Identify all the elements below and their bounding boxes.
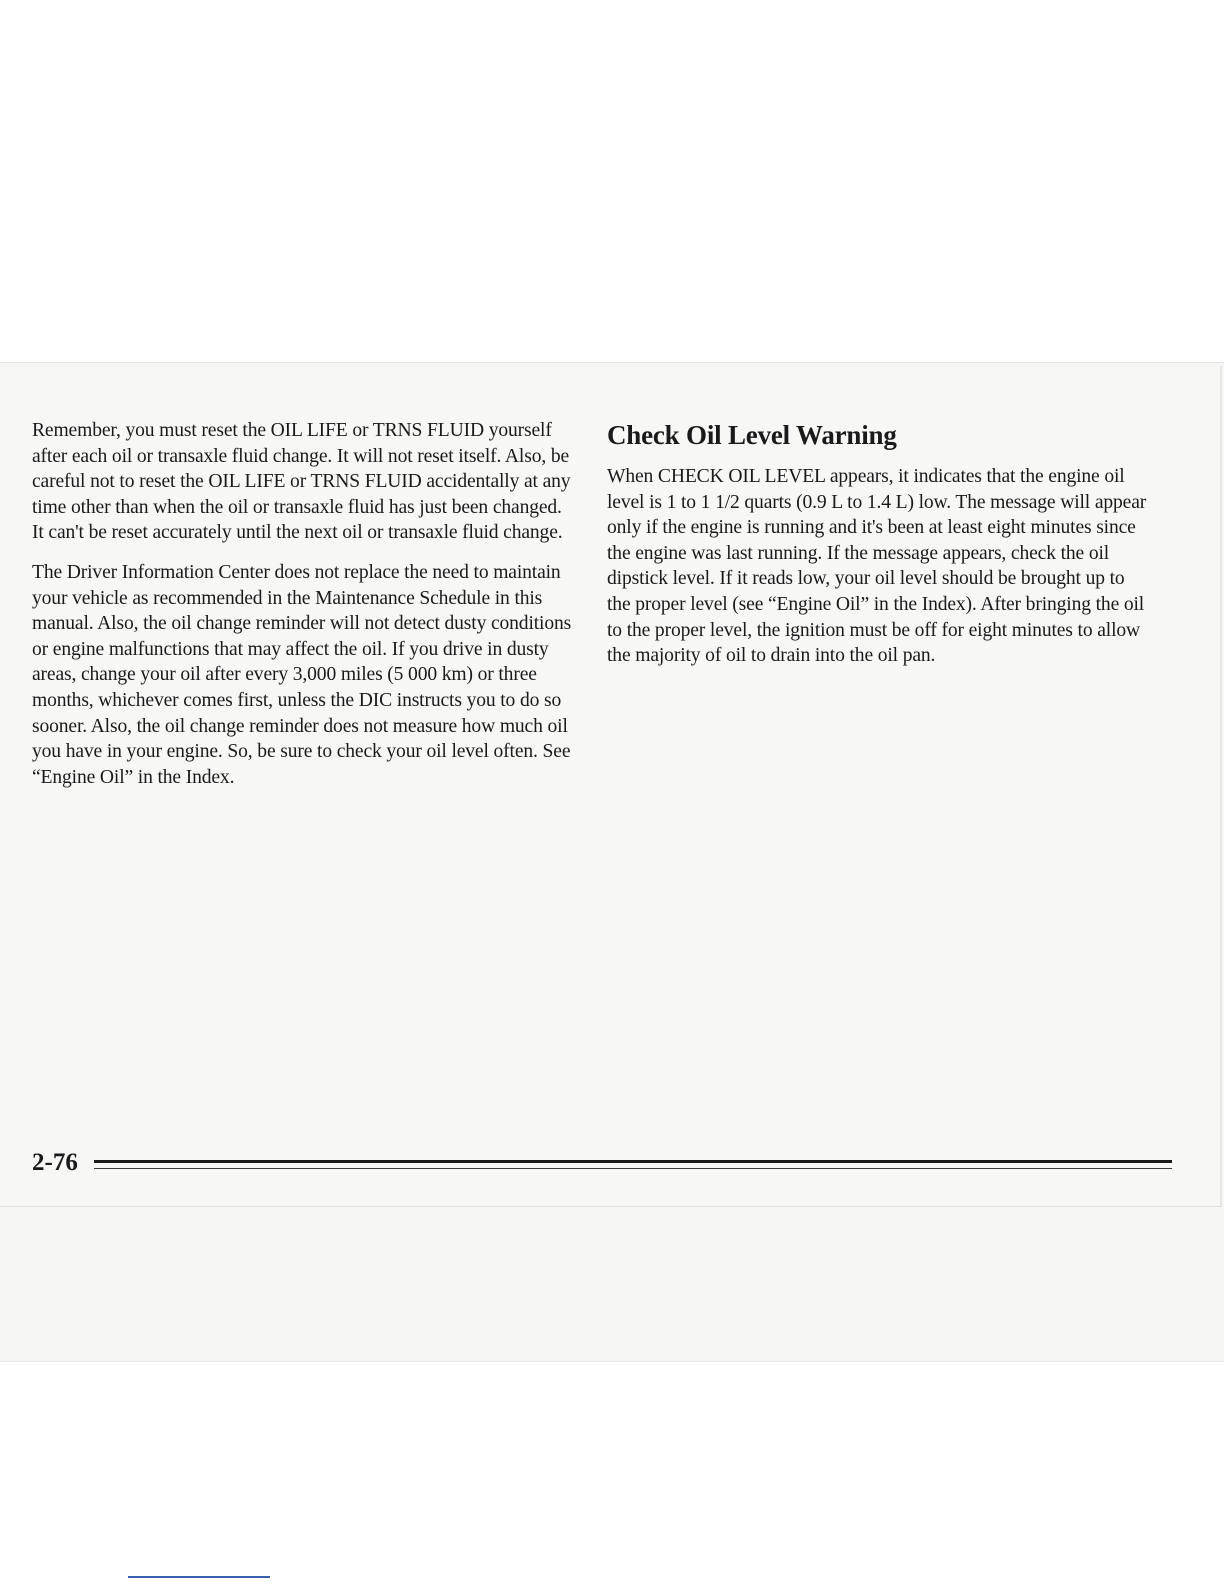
bottom-divider-line: [128, 1576, 270, 1578]
page-footer: [32, 1148, 1142, 1182]
check-oil-paragraph: When CHECK OIL LEVEL appears, it indicates that the engine oil level is 1 to 1 1/2 quarts (0.9 L to 1.4 L) low. The message will appear only if the engine is running and it's been at least eight minutes since the engine was last running. If the message appears, check the oil dipstick level. If it reads low, your oil level should be brought up to the proper level (see “Engine Oil” in the Index). After bringing the oil to the proper level, the ignition must be off for eight minutes to allow the majority of oil to drain into the oil pan.: [607, 466, 1147, 667]
page-number: 2-76: [32, 1149, 78, 1176]
footer-rule-thick: [94, 1160, 1172, 1163]
left-column: [32, 418, 572, 804]
footer-rule-thin: [94, 1168, 1172, 1169]
dic-maintenance-paragraph: The Driver Information Center does not replace the need to maintain your vehicle as recommended in the Maintenance Schedule in this manual. Also, the oil change reminder will not detect dusty conditions or engine malfunctions that may affect the oil. If you drive in dusty areas, change your oil after every 3,000 miles (5 000 km) or three months, whichever comes first, unless the DIC instructs you to do so sooner. Also, the oil change reminder does not measure how much oil you have in your engine. So, be sure to check your oil level often. See “Engine Oil” in the Index.: [32, 561, 572, 788]
reset-reminder-paragraph: Remember, you must reset the OIL LIFE or TRNS FLUID yourself after each oil or transaxle fluid change. It will not reset itself. Also, be careful not to reset the OIL LIFE or TRNS FLUID accidentally at any time other than when the oil or transaxle fluid has just been changed. It can't be reset accurately until the next oil or transaxle fluid change.: [32, 420, 571, 544]
section-heading: Check Oil Level Warning: [607, 420, 897, 450]
right-column: [607, 418, 1147, 683]
